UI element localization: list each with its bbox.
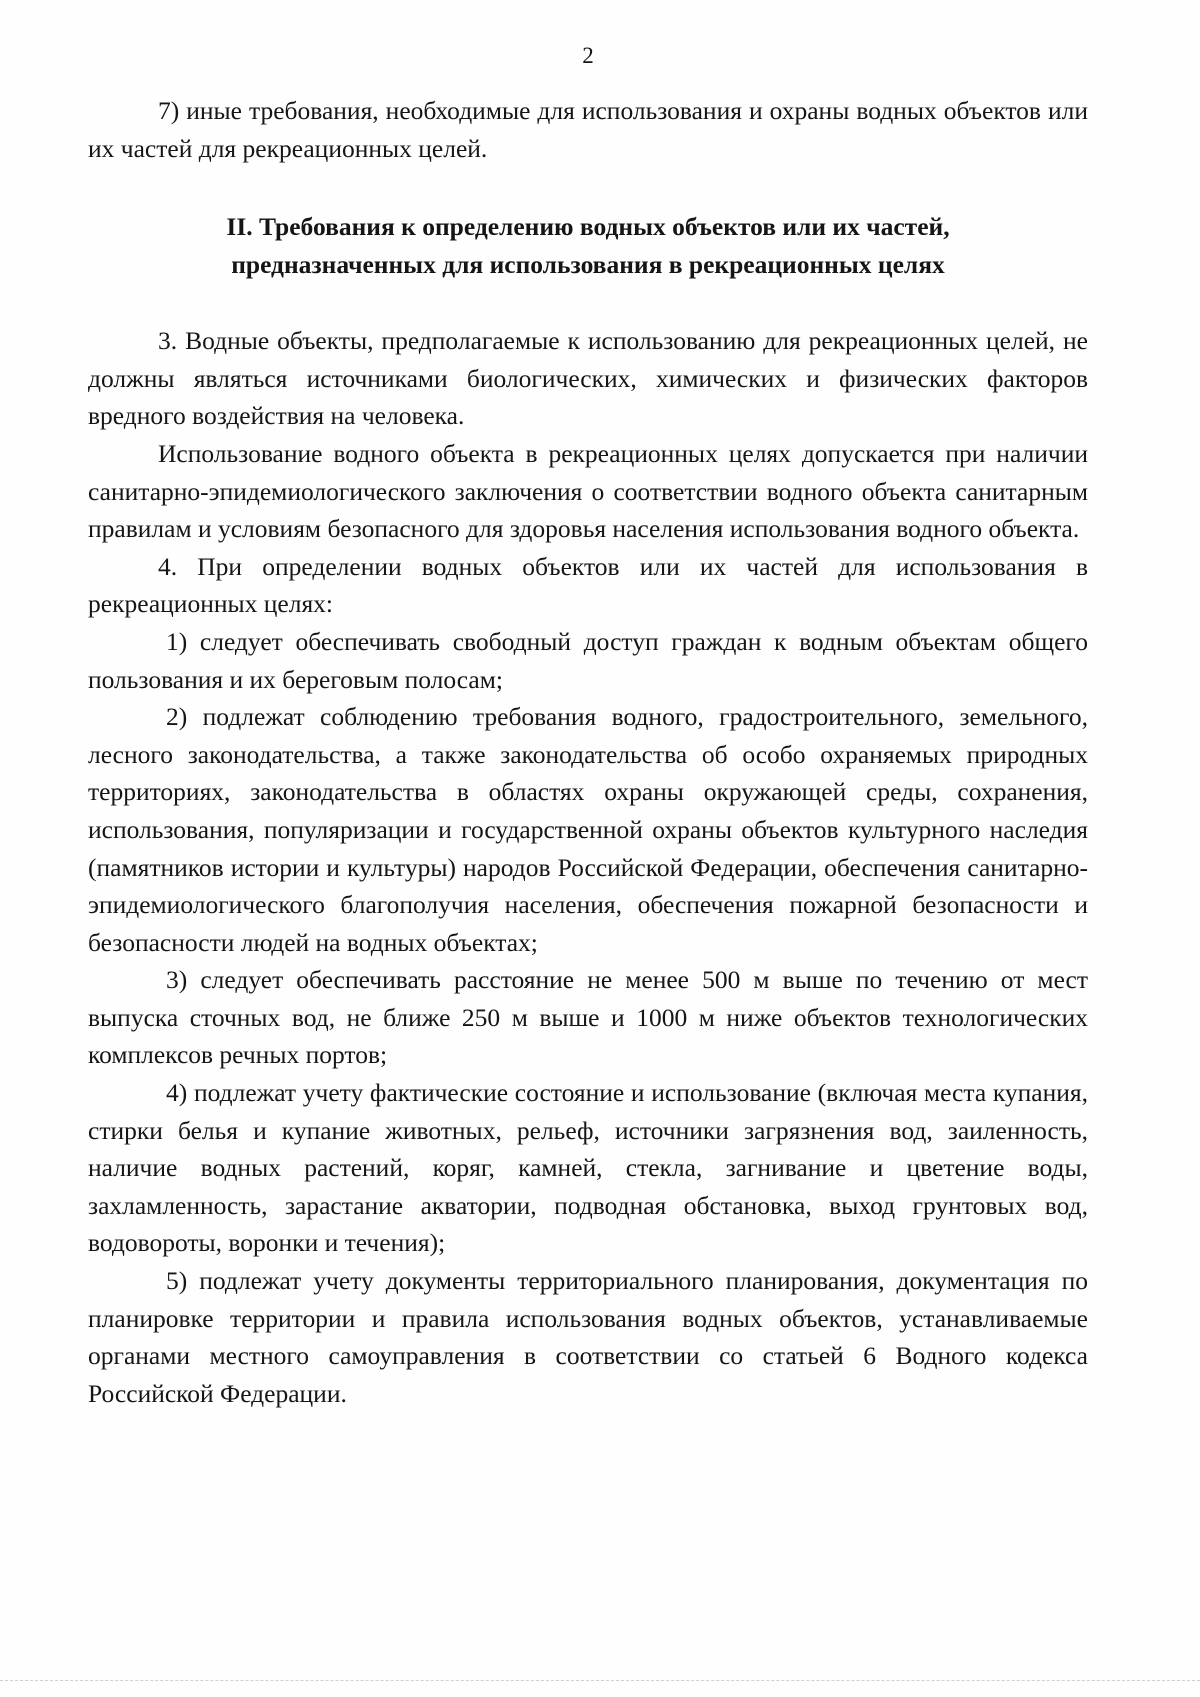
paragraph-item-7: 7) иные требования, необходимые для использования и охраны водных объектов или их частей для рекреационных целей. (88, 96, 1088, 163)
page-number: 2 (582, 43, 594, 68)
paragraph-4-item-3: 3) следует обеспечивать расстояние не менее 500 м выше по течению от мест выпуска сточных вод, не ближе 250 м выше и 1000 м ниже объектов технологических комплексов речных портов; (88, 965, 1088, 1070)
paragraph-4-item-1: 1) следует обеспечивать свободный доступ граждан к водным объектам общего пользования и их береговым полосам; (88, 626, 1088, 694)
paragraph-4-item-5: 5) подлежат учету документы территориального планирования, документация по планировке территории и правила использования водных объектов, устанавливаемые органами местного самоуправления в соответствии со статьей 6 Водного кодекса Российской Федерации. (88, 1266, 1088, 1408)
section-heading (88, 208, 1088, 284)
paragraph-4: 4. При определении водных объектов или их частей для использования в рекреационных целях: (88, 551, 1088, 619)
scan-edge-line (0, 1680, 1200, 1681)
paragraph-3-continuation: Использование водного объекта в рекреационных целях допускается при наличии санитарно-эпидемиологического заключения о соответствии водного объекта санитарным правилам и условиям безопасного для здоровья населения использования водного объекта. (88, 438, 1088, 544)
paragraph-3: 3. Водные объекты, предполагаемые к использованию для рекреационных целей, не должны являться источниками биологических, химических и физических факторов вредного воздействия на человека. (88, 326, 1088, 431)
section-heading-line-2: предназначенных для использования в рекреационных целях (231, 250, 945, 280)
section-heading-line-1: II. Требования к определению водных объектов или их частей, (226, 212, 950, 242)
paragraph-4-item-2: 2) подлежат соблюдению требования водного, градостроительного, земельного, лесного законодательства, а также законодательства об особо охраняемых природных территориях, законодательства в областях охраны окружающей среды, сохранения, использования, популяризации и государственной охраны объектов культурного наследия (памятников истории и культуры) народов Российской Федерации, обеспечения санитарно-эпидемиологического благополучия населения, обеспечения пожарной безопасности и безопасности людей на водных объектах; (88, 702, 1088, 957)
paragraph-4-item-4: 4) подлежат учету фактические состояние и использование (включая места купания, стирки белья и купание животных, рельеф, источники загрязнения вод, заиленность, наличие водных растений, коряг, камней, стекла, загнивание и цветение воды, захламленность, зарастание акватории, подводная обстановка, выход грунтовых вод, водовороты, воронки и течения); (88, 1078, 1088, 1258)
document-body (88, 92, 1088, 1412)
